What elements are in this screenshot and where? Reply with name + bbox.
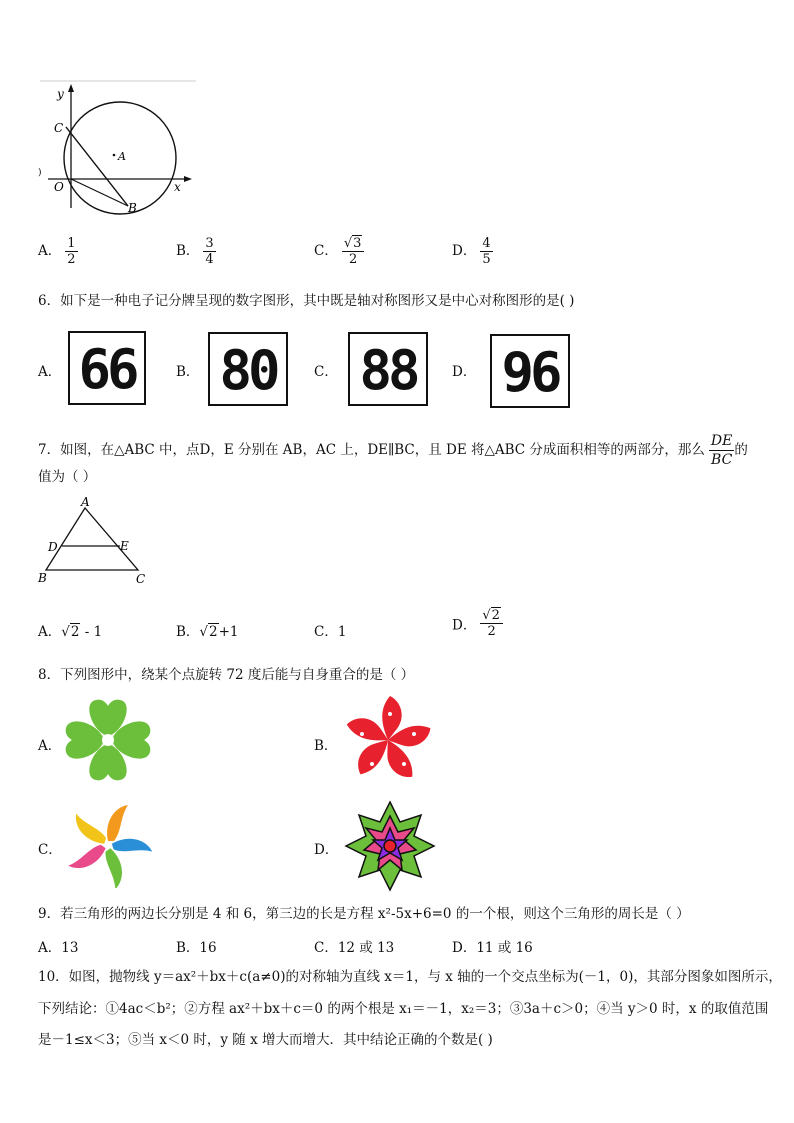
q6-option-a-label: A．	[38, 364, 62, 380]
q6-question: 6．如下是一种电子记分牌呈现的数字图形，其中既是轴对称图形又是中心对称图形的是( )	[38, 293, 575, 309]
fig5-y-label: y	[57, 87, 64, 101]
fig5-x-label: x	[174, 180, 181, 194]
q9-option-a[interactable]: A．13	[38, 940, 79, 956]
q7-option-b[interactable]: B．√2+1	[176, 624, 239, 640]
fig7-c-label: C	[136, 572, 146, 586]
q6-option-b-image[interactable]	[208, 332, 288, 406]
q8-option-c-label: C．	[38, 842, 62, 858]
fig5-paren: )	[38, 168, 42, 178]
q10-question-line1: 10．如图，抛物线 y＝ax²＋bx＋c(a≠0)的对称轴为直线 x＝1，与 x 轴的一个交点坐标为(－1，0)，其部分图象如图所示，	[38, 969, 782, 985]
fig7-b-label: B	[38, 571, 47, 585]
q8-option-d-label: D．	[314, 842, 339, 858]
q5-figure	[34, 78, 204, 218]
q6-option-a-image[interactable]	[68, 331, 146, 405]
q8-option-b-label: B．	[314, 738, 338, 754]
fig7-a-label: A	[81, 496, 90, 509]
digits-80: 80	[219, 339, 277, 402]
q7-option-c[interactable]: C．1	[314, 624, 347, 640]
q6-option-c-label: C．	[314, 364, 338, 380]
q9-option-d[interactable]: D．11 或 16	[452, 940, 533, 956]
q5-option-a[interactable]: A． $\frac{1}{2}$	[38, 236, 76, 267]
q7-question: 7．如图，在△ABC 中，点D，E 分别在 AB，AC 上，DE∥BC，且 DE 将△ABC 分成面积相等的两部分，那么 $\frac{DE}{BC}$ 的	[38, 433, 748, 468]
fig7-d-label: D	[48, 540, 58, 554]
q8-question: 8．下列图形中，绕某个点旋转 72 度后能与自身重合的是（ ）	[38, 667, 415, 683]
q6-option-d-label: D．	[452, 364, 477, 380]
fig5-o-label: O	[54, 180, 64, 194]
q8-option-a-label: A．	[38, 738, 62, 754]
fig5-c-label: C	[54, 121, 64, 135]
q6-option-b-label: B．	[176, 364, 200, 380]
digits-88: 88	[359, 339, 417, 402]
q10-question-line2: 下列结论：①4ac＜b²；②方程 ax²＋bx＋c＝0 的两个根是 x₁＝－1，x₂＝3；③3a＋c＞0；④当 y＞0 时，x 的取值范围	[38, 1001, 769, 1017]
fig5-a-label: A	[118, 150, 126, 163]
q5-option-d[interactable]: D． $\frac{4}{5}$	[452, 236, 491, 267]
q6-option-c-image[interactable]	[348, 332, 428, 406]
q7-triangle-figure	[34, 496, 154, 588]
q7-option-d[interactable]: D． $\frac{√2}{2}$	[452, 608, 503, 639]
q9-option-b[interactable]: B．16	[176, 940, 217, 956]
q7-frac-den: BC	[711, 452, 733, 468]
q9-option-c[interactable]: C．12 或 13	[314, 940, 395, 956]
q7-option-a[interactable]: A．√2 - 1	[38, 624, 103, 640]
q9-question: 9．若三角形的两边长分别是 4 和 6，第三边的长是方程 x²-5x+6=0 的一个根，则这个三角形的周长是（ ）	[38, 906, 690, 922]
q8-option-d-star-icon[interactable]	[344, 800, 436, 892]
q7-question-cont: 值为（ ）	[38, 469, 97, 485]
q8-option-c-pinwheel-icon[interactable]	[64, 802, 152, 888]
digits-66: 66	[78, 338, 136, 401]
fig5-b-label: B	[128, 201, 137, 215]
q8-option-b-bauhinia-icon[interactable]	[340, 694, 436, 786]
q6-option-d-image[interactable]	[490, 334, 570, 408]
q5-option-c[interactable]: C． $\frac{√3}{2}$	[314, 236, 364, 267]
q5-option-b[interactable]: B． $\frac{3}{4}$	[176, 236, 214, 267]
q7-frac-num: DE	[710, 433, 733, 449]
q10-question-line3: 是－1≤x＜3；⑤当 x＜0 时，y 随 x 增大而增大．其中结论正确的个数是( )	[38, 1032, 493, 1048]
fig7-e-label: E	[120, 539, 129, 553]
q8-option-a-clover-icon[interactable]	[62, 696, 154, 784]
digits-96: 96	[501, 341, 559, 404]
